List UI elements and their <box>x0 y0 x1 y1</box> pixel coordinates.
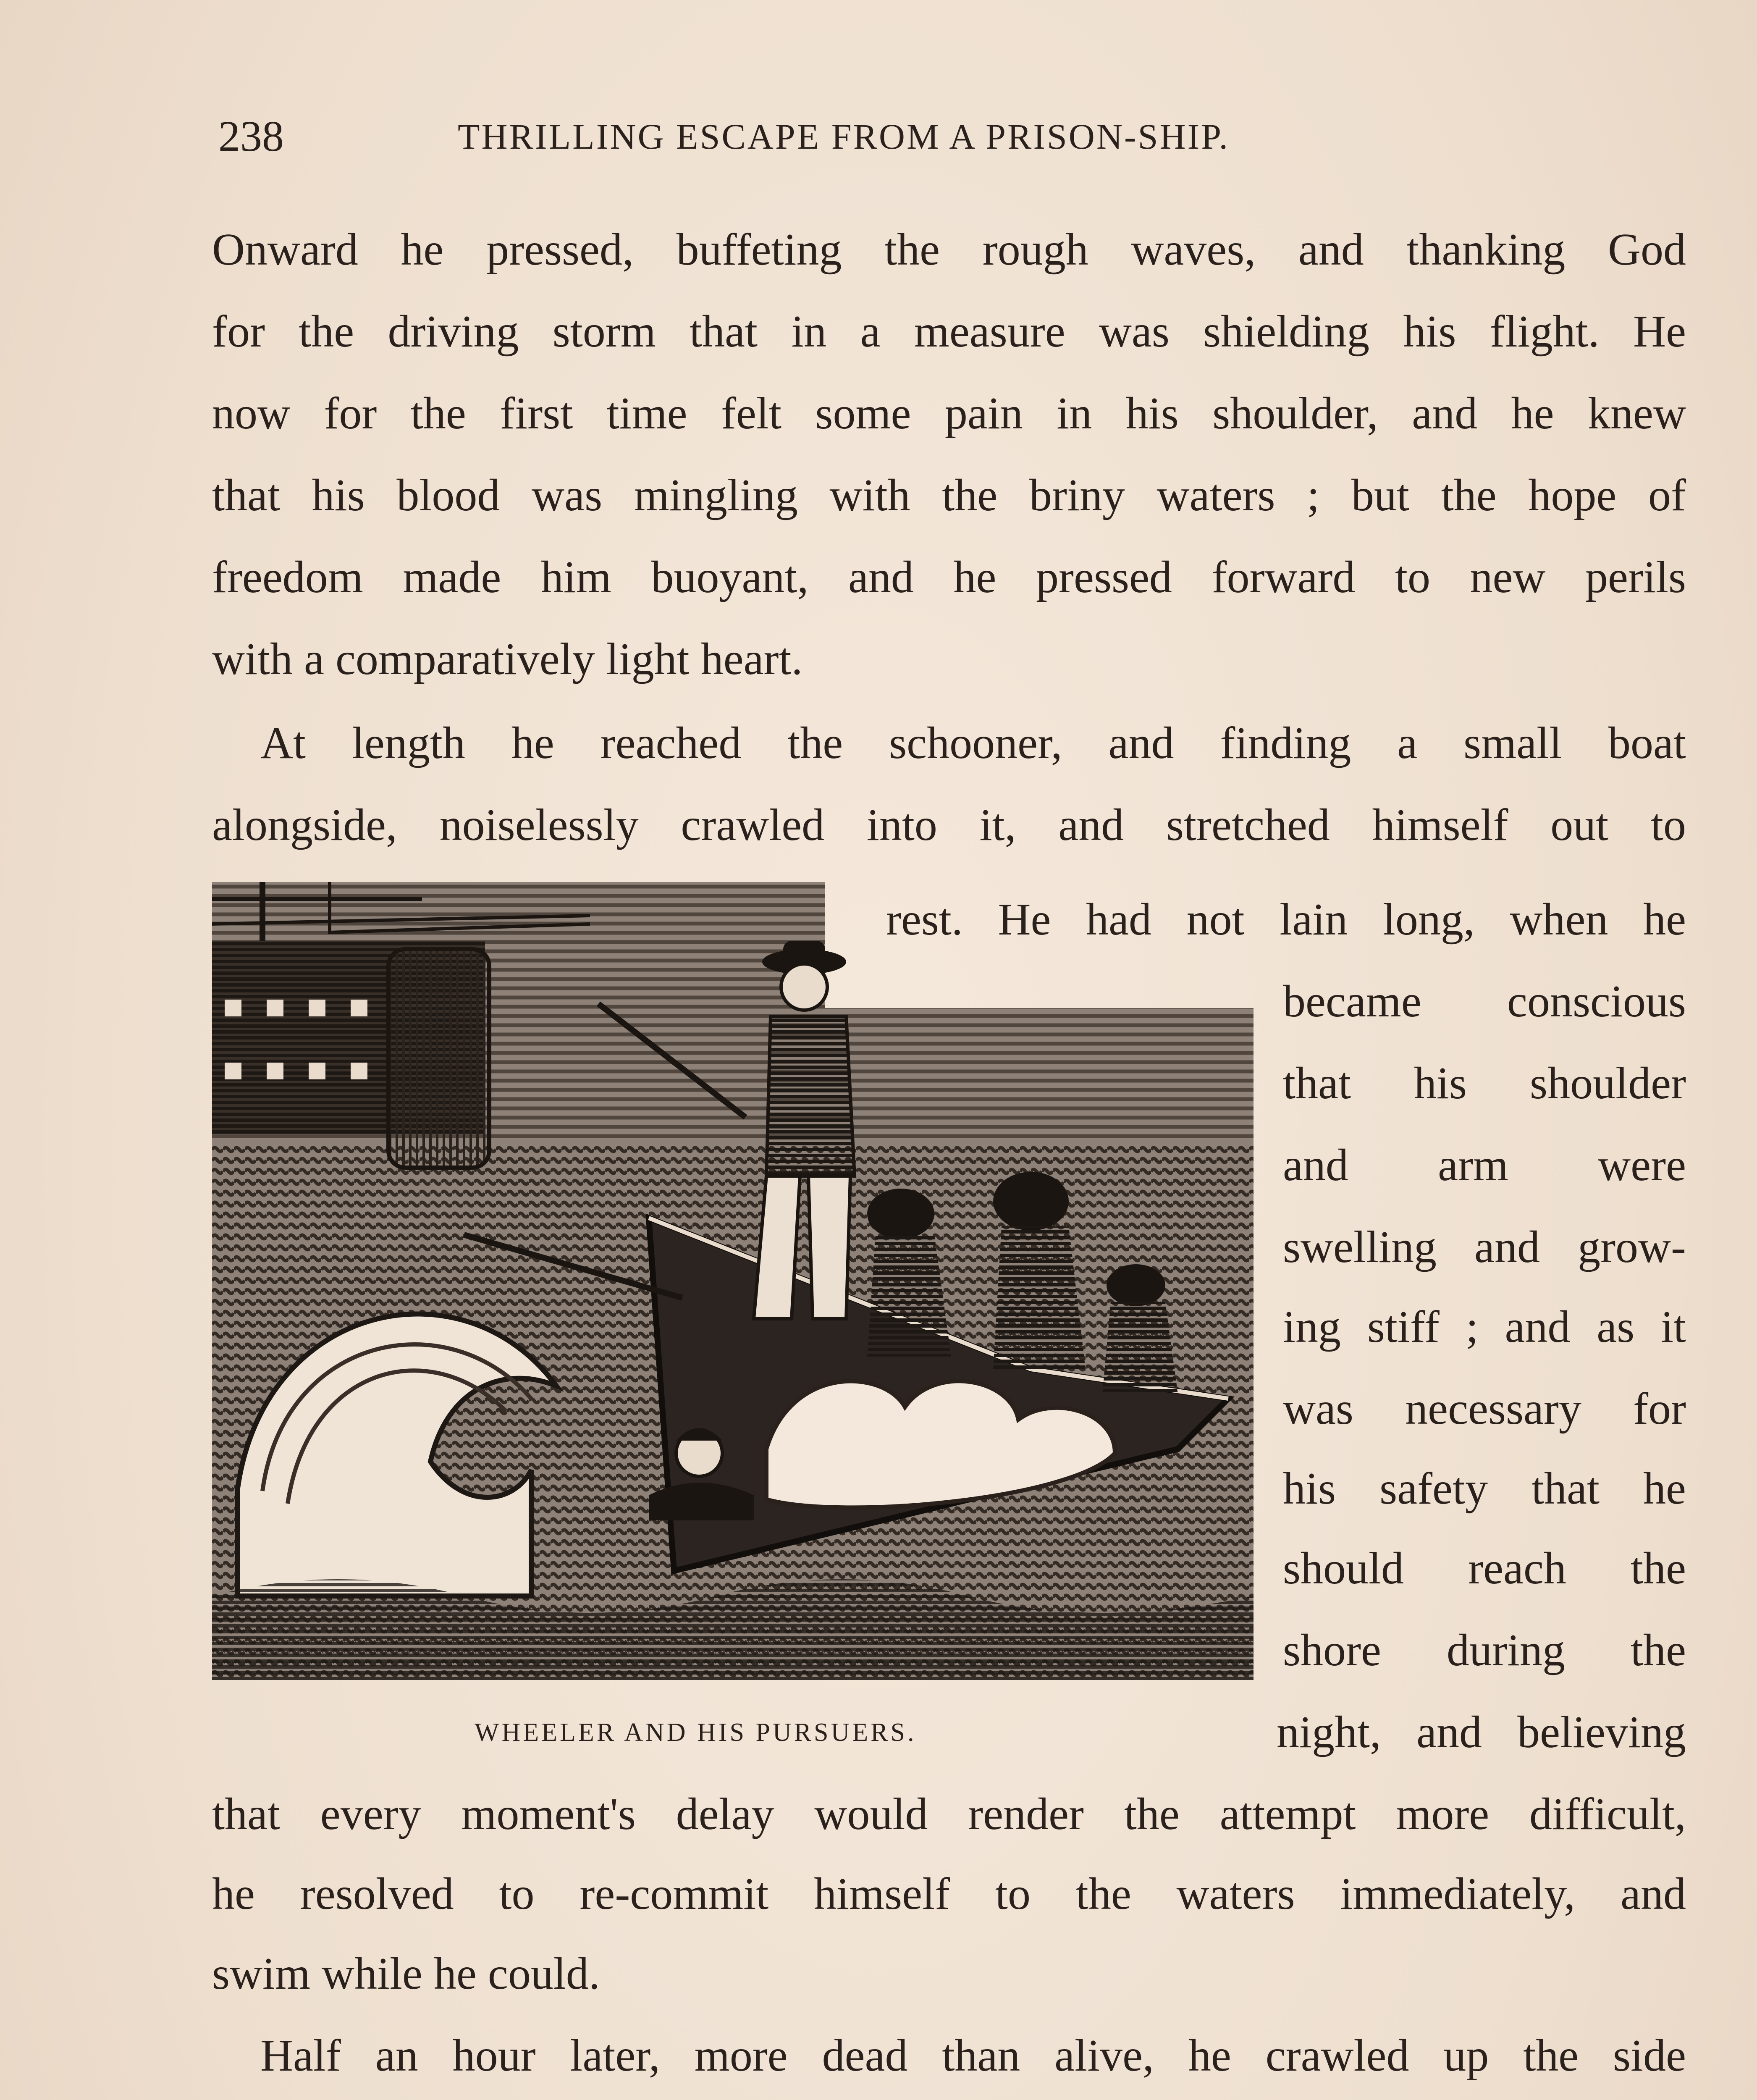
text-line: At length he reached the schooner, and finding a small boat <box>260 718 1686 768</box>
text-line: ing stiff ; and as it <box>1283 1302 1686 1352</box>
text-line: swelling and grow- <box>1283 1222 1686 1272</box>
text-line: he resolved to re-commit himself to the waters immediately, and <box>212 1869 1686 1919</box>
text-line: that his blood was mingling with the briny waters ; but the hope of <box>212 470 1686 520</box>
text-line: rest. He had not lain long, when he <box>886 895 1686 945</box>
text-line: night, and believing <box>1277 1707 1686 1757</box>
text-line: alongside, noiselessly crawled into it, and stretched himself out to <box>212 800 1686 850</box>
text-line: shore during the <box>1283 1625 1686 1675</box>
text-line: became conscious <box>1283 976 1686 1026</box>
text-line: with a comparatively light heart. <box>212 634 803 684</box>
text-line: his safety that he <box>1283 1464 1686 1514</box>
text-line: Onward he pressed, buffeting the rough waves, and thanking God <box>212 225 1686 275</box>
text-line: and arm were <box>1283 1140 1686 1190</box>
engraving-illustration <box>212 882 1262 1712</box>
running-title: THRILLING ESCAPE FROM A PRISON-SHIP. <box>458 116 1230 157</box>
text-line: freedom made him buoyant, and he pressed forward to new perils <box>212 552 1686 602</box>
text-line: now for the first time felt some pain in his shoulder, and he knew <box>212 388 1686 438</box>
page-number: 238 <box>218 112 284 160</box>
text-line: was necessary for <box>1283 1384 1686 1434</box>
text-line: Half an hour later, more dead than alive, he crawled up the side <box>260 2031 1686 2081</box>
text-line: that his shoulder <box>1283 1058 1686 1108</box>
text-line: for the driving storm that in a measure was shielding his flight. He <box>212 307 1686 357</box>
text-line: swim while he could. <box>212 1949 600 1999</box>
page-header <box>210 107 1680 166</box>
text-line: that every moment's delay would render the attempt more difficult, <box>212 1789 1686 1839</box>
illustration-caption: WHEELER AND HIS PURSUERS. <box>475 1718 917 1747</box>
text-line: should reach the <box>1283 1544 1686 1593</box>
